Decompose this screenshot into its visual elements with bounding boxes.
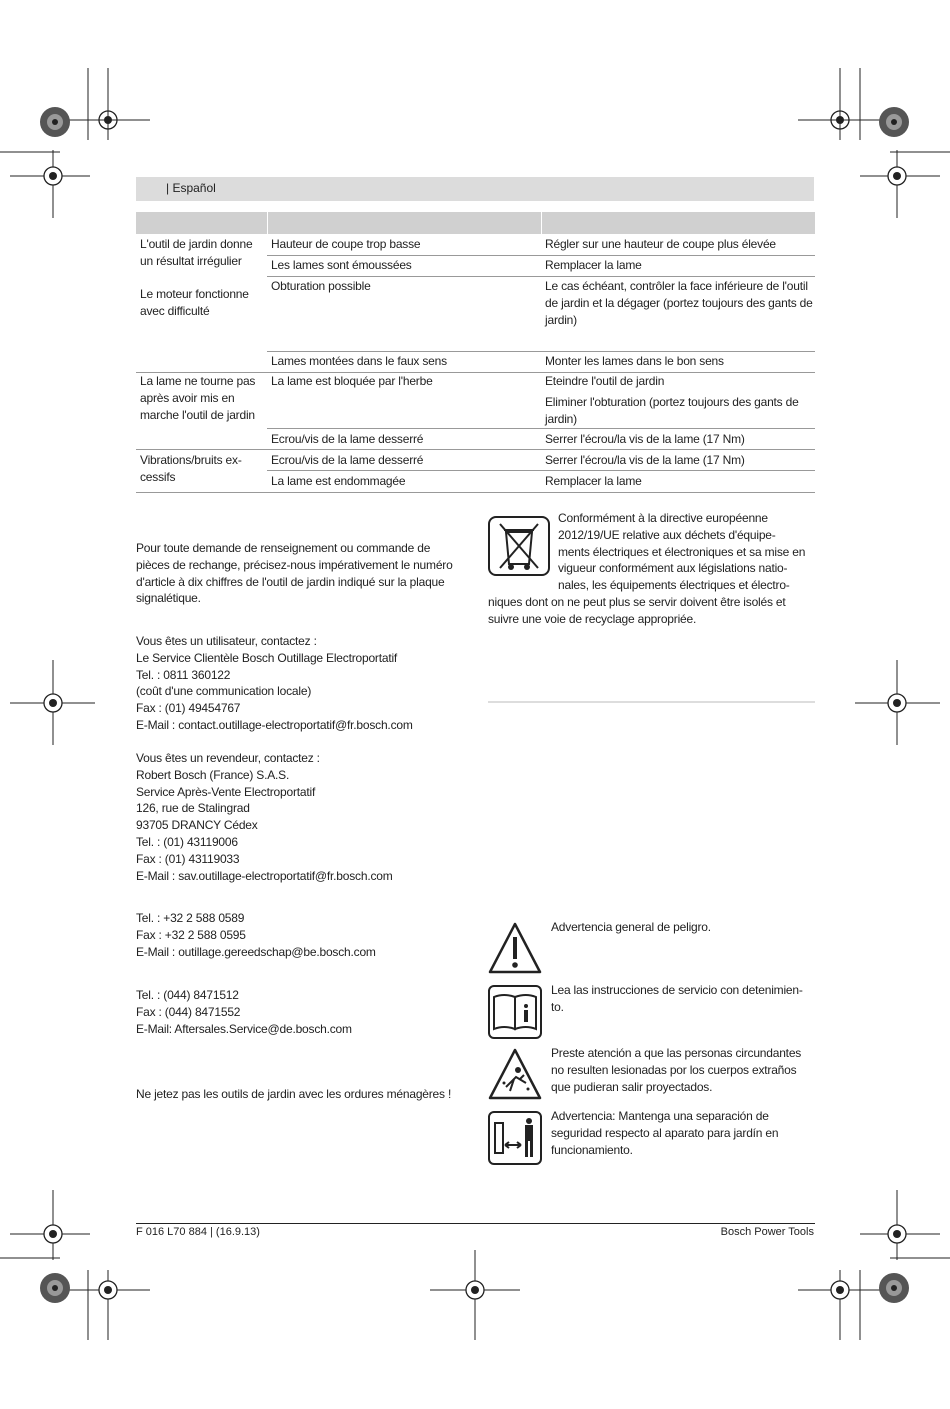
symptom-cell: Le moteur fonctionne avec difficulté (140, 287, 249, 318)
spare-parts-text: Pour toute demande de renseignement ou commande de pièces de rechange, précisez-nous impérativement le numéro d'article à dix chiffres de l'outil de jardin indiqué sur la plaque signalétique. (136, 541, 453, 606)
contact-line: Tel. : 0811 360122 (136, 667, 231, 682)
remedy-cell: Régler sur une hauteur de coupe plus élevée (545, 237, 776, 251)
symbol-text: Advertencia: Mantenga una separación de seguridad respecto al aparato para jardín en funcionamiento. (551, 1109, 779, 1157)
cause-cell: La lame est bloquée par l'herbe (271, 374, 433, 388)
contact-line: Service Après-Vente Electroportatif (136, 784, 316, 799)
cause-cell: Les lames sont émoussées (271, 258, 412, 272)
remedy-cell: Remplacer la lame (545, 258, 642, 272)
contact-line: Tel. : (044) 8471512 (136, 988, 239, 1002)
troubleshooting-table (136, 212, 815, 494)
table-row (140, 236, 264, 270)
contact-line: 126, rue de Stalingrad (136, 801, 250, 816)
cause-cell: Ecrou/vis de la lame desserré (271, 453, 424, 467)
email-link[interactable]: E-Mail: Aftersales.Service@de.bosch.com (136, 1021, 352, 1036)
email-link[interactable]: E-Mail : outillage.gereedschap@be.bosch.com (136, 944, 376, 959)
recycle-line: suivre une voie de recyclage appropriée. (488, 611, 697, 626)
contact-line: Robert Bosch (France) S.A.S. (136, 767, 290, 782)
user-contact-block (136, 633, 466, 734)
remedy-cell: Remplacer la lame (545, 474, 642, 488)
recycle-line: niques dont on ne peut plus se servir doivent être isolés et (488, 595, 786, 609)
belgium-contact-block (136, 910, 466, 960)
contact-line: Fax : (044) 8471552 (136, 1004, 241, 1019)
symptom-cell: Vibrations/bruits ex- cessifs (140, 453, 242, 484)
recycle-text (558, 510, 816, 594)
remedy-cell: Eliminer l'obturation (portez toujours des gants de jardin) (545, 395, 799, 426)
symbol-text: Lea las instrucciones de servicio con detenimien- to. (551, 983, 803, 1014)
contact-line: (coût d'une communication locale) (136, 684, 312, 699)
symptom-cell: L'outil de jardin donne un résultat irrégulier (140, 237, 253, 268)
warning-triangle-icon (488, 921, 542, 975)
recycle-line: vigueur conformément aux législations natio- (558, 561, 788, 576)
table-header (136, 212, 815, 234)
crossed-bin-icon (488, 516, 550, 576)
contact-line: Fax : (01) 49454767 (136, 701, 241, 716)
remedy-cell: Serrer l'écrou/la vis de la lame (17 Nm) (545, 432, 745, 446)
recycle-line: ments électriques et électroniques et sa mise en (558, 544, 806, 559)
cause-cell: Ecrou/vis de la lame desserré (271, 432, 424, 446)
contact-line: Fax : +32 2 588 0595 (136, 927, 246, 942)
email-link[interactable]: E-Mail : sav.outillage-electroportatif@fr.bosch.com (136, 868, 393, 883)
cause-cell: Hauteur de coupe trop basse (271, 237, 421, 251)
remedy-cell: Eteindre l'outil de jardin (545, 374, 665, 388)
language-label: | Español (166, 181, 216, 195)
dealer-contact-block (136, 750, 466, 884)
cause-cell: Obturation possible (271, 279, 371, 293)
contact-line: Vous êtes un revendeur, contactez : (136, 751, 320, 765)
section-divider (488, 701, 815, 703)
recycle-line: Conformément à la directive européenne (558, 511, 768, 525)
email-link[interactable]: E-Mail : contact.outillage-electroportatif@fr.bosch.com (136, 717, 413, 732)
symbol-text: Advertencia general de peligro. (551, 920, 711, 934)
symptom-cell: La lame ne tourne pas après avoir mis en marche l'outil de jardin (140, 374, 256, 422)
contact-line: Fax : (01) 43119033 (136, 851, 240, 866)
switzerland-contact-block (136, 987, 466, 1037)
recycle-line: nales, les équipements électriques et électro- (558, 578, 790, 593)
footer-rule (136, 1223, 815, 1224)
remedy-cell: Serrer l'écrou/la vis de la lame (17 Nm) (545, 453, 745, 467)
remedy-cell: Le cas échéant, contrôler la face inférieure de l'outil de jardin et la dégager (portez toujours des gants de jardin) (545, 279, 813, 327)
read-manual-icon (488, 985, 542, 1039)
remedy-cell: Monter les lames dans le bon sens (545, 354, 724, 368)
contact-line: Tel. : (01) 43119006 (136, 834, 238, 849)
disposal-text: Ne jetez pas les outils de jardin avec les ordures ménagères ! (136, 1087, 452, 1101)
footer-doc-number: F 016 L70 884 | (16.9.13) (136, 1226, 260, 1238)
cause-cell: Lames montées dans le faux sens (271, 354, 447, 368)
footer-brand: Bosch Power Tools (720, 1226, 814, 1238)
contact-line: Le Service Clientèle Bosch Outillage Electroportatif (136, 650, 398, 665)
page-header-bar (136, 177, 814, 201)
safety-distance-icon (488, 1111, 542, 1165)
flying-objects-icon (488, 1047, 542, 1101)
contact-line: Vous êtes un utilisateur, contactez : (136, 634, 317, 648)
recycle-line: 2012/19/UE relative aux déchets d'équipe- (558, 527, 776, 542)
symbol-text: Preste atención a que las personas circundantes no resulten lesionadas por los cuerpos extraños que pudieran salir proyectados. (551, 1046, 802, 1094)
cause-cell: La lame est endommagée (271, 474, 406, 488)
recycle-tail-text (488, 594, 818, 628)
contact-line: 93705 DRANCY Cédex (136, 818, 258, 833)
contact-line: Tel. : +32 2 588 0589 (136, 911, 245, 925)
